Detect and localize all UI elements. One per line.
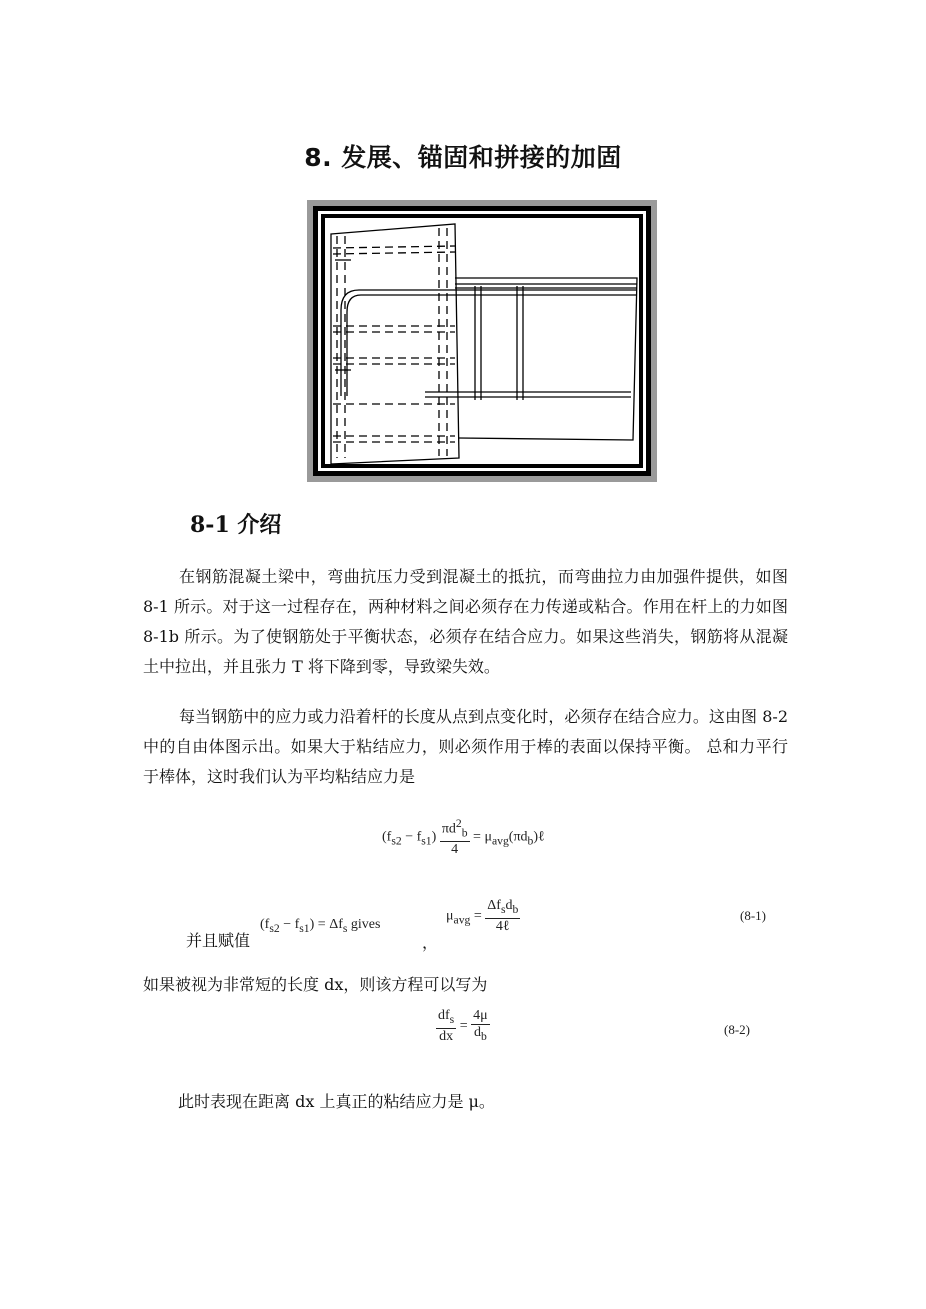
eq82-right-num: 4μ: [473, 1008, 488, 1023]
short-length-text: 如果被视为非常短的长度 dx，则该方程可以写为: [143, 975, 488, 994]
eq-minus-sub: s1: [421, 834, 432, 848]
eq82-right-den: [471, 1025, 490, 1045]
eq-rhs-tail-sub: b: [527, 834, 534, 848]
eq81-mu: μ: [446, 908, 454, 924]
eq82-left-fraction: [436, 1008, 456, 1045]
eq-left: (f: [382, 829, 392, 845]
eq-frac-num-sup: 2: [455, 817, 462, 830]
eq-rhs-sub: avg: [491, 834, 509, 848]
eq82-right-fraction: [471, 1008, 490, 1045]
section-heading: 8-1 介绍: [190, 512, 282, 538]
final-bond-stress-text: 此时表现在距离 dx 上真正的粘结应力是 μ。: [178, 1092, 495, 1111]
assign-gives: gives: [347, 917, 381, 932]
equation-number-8-2: (8-2): [724, 1022, 750, 1037]
page-title: 8. 发展、锚固和拼接的加固: [304, 143, 622, 172]
eq81-fraction: [485, 898, 520, 935]
eq81-den: 4ℓ: [495, 918, 510, 934]
eq-close: ): [431, 829, 437, 845]
assign-expr: (f: [260, 917, 270, 932]
eq82-equals: =: [459, 1018, 468, 1034]
assign-expression: [260, 917, 380, 935]
eq81-equals: =: [473, 908, 482, 924]
paragraph-2: 每当钢筋中的应力或力沿着杆的长度从点到点变化时，必须存在结合应力。这由图 8-2 中的自由体图示出。如果大于粘结应力，则必须作用于棒的表面以保持平衡。 总和力平行于棒体，这时我们认为平均粘结应力是: [143, 707, 788, 786]
assign-sub1: s2: [269, 921, 280, 935]
eq-left-sub: s2: [391, 834, 402, 848]
paragraph-bond: [143, 702, 788, 792]
eq82-left-num: [436, 1008, 456, 1029]
eq-rhs-end: )ℓ: [533, 829, 545, 845]
eq-rhs-tail: (πd: [508, 829, 528, 845]
eq82-left-den: dx: [439, 1028, 454, 1044]
assign-end: ) = Δf: [309, 917, 343, 932]
eq81-num-tail: d: [505, 898, 513, 913]
eq82-num-sub: s: [449, 1012, 455, 1026]
assign-mid: − f: [279, 917, 300, 932]
eq81-num-tail-sub: b: [512, 902, 519, 916]
assign-sub2: s1: [299, 921, 310, 935]
eq81-num-sub: s: [500, 902, 506, 916]
equation-number-8-1: (8-1): [740, 908, 766, 923]
eq-fraction: [440, 816, 470, 858]
beam-reinforcement-figure: [307, 200, 657, 482]
paragraph-1: 在钢筋混凝土梁中，弯曲抗压力受到混凝土的抵抗，而弯曲拉力由加强件提供，如图 8-1 所示。对于这一过程存在，两种材料之间必须存在力传递或粘合。作用在杆上的力如图 8-1b 所示。为了使钢筋处于平衡状态，必须存在结合应力。如果这些消失，钢筋将从混凝土中拉出，并且张力 T 将下降到零，导致梁失效。: [143, 567, 788, 676]
equation-bond-balance: [382, 816, 545, 858]
eq-frac-den: 4: [451, 842, 459, 858]
equation-8-1: [446, 898, 520, 935]
eq82-rden-sub: b: [480, 1029, 487, 1043]
assign-comma: ，: [422, 933, 439, 952]
paragraph-intro: [143, 562, 788, 682]
eq81-num: [485, 898, 520, 919]
eq81-num-text: Δf: [487, 898, 501, 913]
figure-drawing: [307, 200, 657, 482]
assign-sub3: s: [342, 921, 348, 935]
eq81-mu-sub: avg: [453, 913, 471, 927]
eq-rhs: = μ: [473, 829, 492, 845]
eq-minus: − f: [401, 829, 422, 845]
eq-frac-num-text: πd: [441, 821, 456, 837]
eq82-rden-text: d: [473, 1025, 481, 1040]
eq82-num-text: df: [438, 1008, 450, 1023]
eq-frac-num-sub: b: [461, 826, 468, 840]
assign-prefix: 并且赋值: [186, 931, 251, 950]
equation-8-2: [436, 1008, 490, 1045]
eq-frac-num: [440, 816, 470, 842]
